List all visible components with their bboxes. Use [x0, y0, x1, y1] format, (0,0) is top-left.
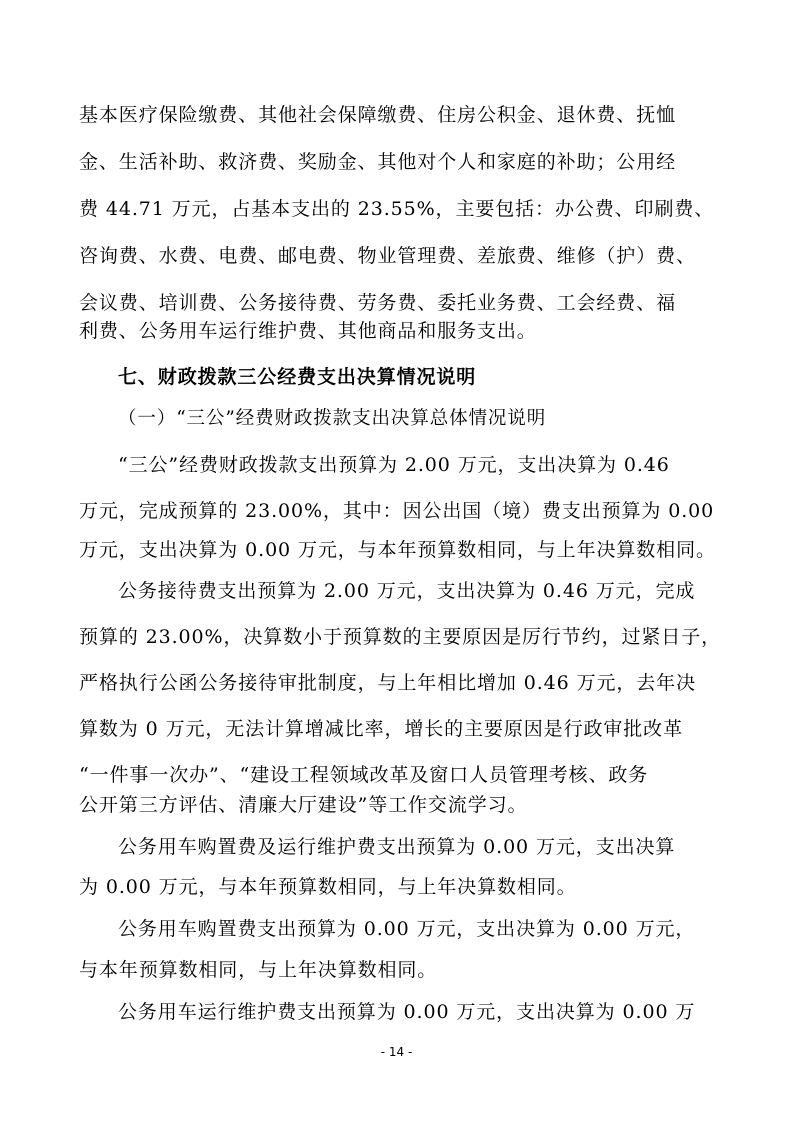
paragraph-line: 利费、公务用车运行维护费、其他商品和服务支出。 — [79, 320, 537, 342]
paragraph-line: 公务用车购置费支出预算为 0.00 万元，支出决算为 0.00 万元， — [118, 918, 696, 940]
paragraph-line: 万元，支出决算为 0.00 万元，与本年预算数相同，与上年决算数相同。 — [79, 539, 716, 561]
paragraph-line: 公开第三方评估、清廉大厅建设”等工作交流学习。 — [79, 794, 528, 816]
section-heading: 七、财政拨款三公经费支出决算情况说明 — [118, 366, 477, 388]
paragraph-line: 公务用车运行维护费支出预算为 0.00 万元，支出决算为 0.00 万 — [118, 1001, 696, 1023]
paragraph-line: 严格执行公函公务接待审批制度，与上年相比增加 0.46 万元，去年决 — [79, 672, 696, 694]
paragraph-line: 费 44.71 万元，占基本支出的 23.55%，主要包括：办公费、印刷费、 — [79, 198, 715, 220]
paragraph-line: 咨询费、水费、电费、邮电费、物业管理费、差旅费、维修（护）费、 — [79, 245, 696, 267]
paragraph-line: “一件事一次办”、“建设工程领域改革及窗口人员管理考核、政务 — [79, 764, 649, 786]
paragraph-line: 为 0.00 万元，与本年预算数相同，与上年决算数相同。 — [79, 876, 577, 898]
paragraph-line: 基本医疗保险缴费、其他社会保障缴费、住房公积金、退休费、抚恤 — [79, 104, 677, 126]
paragraph-line: 金、生活补助、救济费、奖励金、其他对个人和家庭的补助；公用经 — [79, 151, 677, 173]
paragraph-line: 与本年预算数相同，与上年决算数相同。 — [79, 959, 438, 981]
paragraph-line: 万元，完成预算的 23.00%，其中：因公出国（境）费支出预算为 0.00 — [79, 500, 715, 522]
paragraph-line: 公务用车购置费及运行维护费支出预算为 0.00 万元，支出决算 — [118, 836, 676, 858]
paragraph-line: 算数为 0 万元，无法计算增减比率，增长的主要原因是行政审批改革 — [79, 718, 683, 740]
subsection-heading: （一）“三公”经费财政拨款支出决算总体情况说明 — [118, 408, 547, 429]
paragraph-line: “三公”经费财政拨款支出预算为 2.00 万元，支出决算为 0.46 — [118, 454, 670, 476]
page-number: - 14 - — [380, 1045, 413, 1059]
paragraph-line: 会议费、培训费、公务接待费、劳务费、委托业务费、工会经费、福 — [79, 292, 677, 314]
paragraph-line: 公务接待费支出预算为 2.00 万元，支出决算为 0.46 万元，完成 — [118, 580, 696, 602]
paragraph-line: 预算的 23.00%，决算数小于预算数的主要原因是厉行节约，过紧日子， — [79, 626, 721, 648]
